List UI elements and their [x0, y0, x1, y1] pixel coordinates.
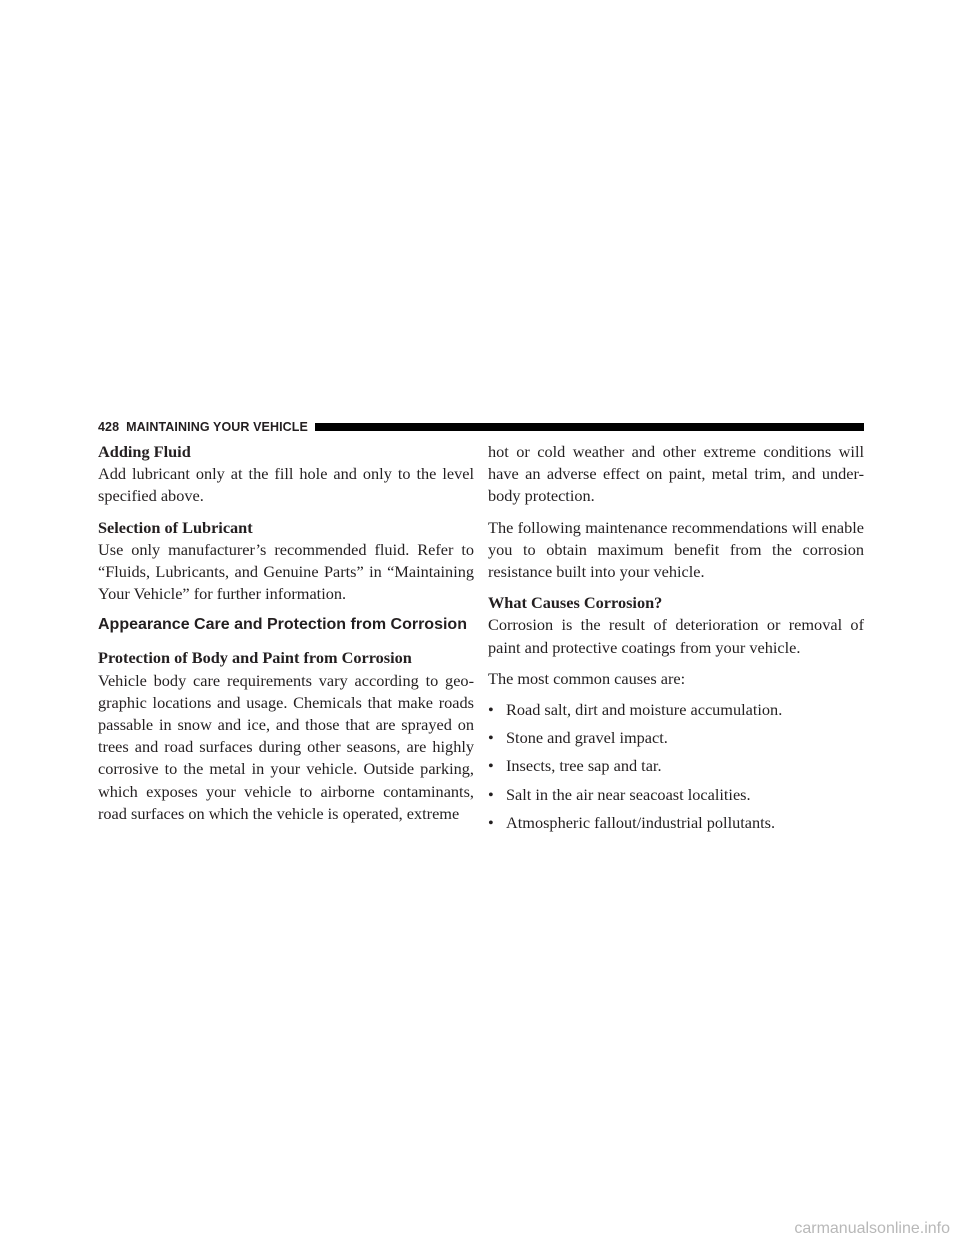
common-causes-intro: The most common causes are:	[488, 668, 686, 688]
section-title: MAINTAINING YOUR VEHICLE	[126, 420, 308, 434]
list-item-text: Road salt, dirt and moisture accumulation.	[506, 700, 783, 720]
appearance-heading: Appearance Care and Protection from Corrosion	[98, 616, 467, 634]
list-item	[488, 812, 864, 834]
selection-heading: Selection of Lubricant	[98, 517, 253, 537]
selection-text: Use only manufacturer’s recommended fluid. Refer to “Fluids, Lubricants, and Genuine Parts” in “Maintaining Your Vehicle” for further information.	[98, 539, 474, 604]
list-item-text: Atmospheric fallout/industrial pollutants.	[506, 812, 776, 832]
bullet-icon: •	[488, 700, 494, 720]
left-column	[98, 441, 474, 834]
adding-fluid-section	[98, 441, 474, 508]
bullet-icon: •	[488, 728, 494, 748]
list-item-text: Stone and gravel impact.	[506, 728, 668, 748]
list-item	[488, 784, 864, 806]
list-item	[488, 727, 864, 749]
list-item-text: Salt in the air near seacoast localities.	[506, 784, 751, 804]
right-column	[488, 441, 864, 840]
causes-section	[488, 592, 864, 659]
bullet-icon: •	[488, 784, 494, 804]
bullet-icon: •	[488, 756, 494, 776]
continued-text: hot or cold weather and other extreme conditions will have an adverse effect on paint, metal trim, and under-body protection.	[488, 442, 864, 506]
list-item-text: Insects, tree sap and tar.	[506, 756, 662, 776]
adding-fluid-text: Add lubricant only at the fill hole and only to the level specified above.	[98, 464, 474, 506]
adding-fluid-heading: Adding Fluid	[98, 442, 191, 461]
selection-section	[98, 517, 474, 606]
protection-text: Vehicle body care requirements vary according to geo-graphic locations and usage. Chemicals that make roads passable in snow and ice, and those that are sprayed on trees and road surfaces during other seasons, are highly corrosive to the metal in your vehicle. Outside parking, which exposes your vehicle to airborne contaminants, road surfaces on which the vehicle is operated, extreme	[98, 670, 474, 823]
protection-heading: Protection of Body and Paint from Corrosion	[98, 648, 412, 668]
list-item	[488, 755, 864, 777]
bullet-icon: •	[488, 812, 494, 832]
causes-list	[488, 699, 864, 834]
list-item	[488, 699, 864, 721]
protection-section	[98, 647, 474, 825]
recommendations-text: The following maintenance recommendations will enable you to obtain maximum benefit from the corrosion resistance built into your vehicle.	[488, 517, 864, 582]
page-header	[98, 418, 864, 436]
header-rule	[315, 423, 864, 431]
causes-text: Corrosion is the result of deterioration or removal of paint and protective coatings from your vehicle.	[488, 615, 864, 657]
watermark: carmanualsonline.info	[794, 1220, 950, 1237]
page-number: 428	[98, 420, 120, 434]
causes-heading: What Causes Corrosion?	[488, 593, 663, 613]
